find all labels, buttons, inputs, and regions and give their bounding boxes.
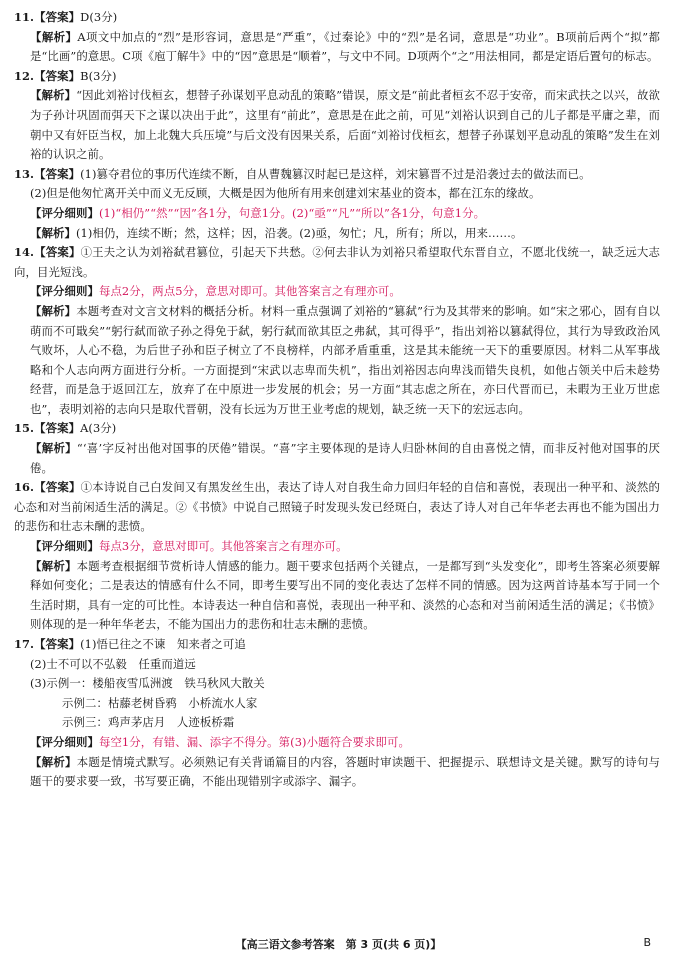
answer-tag: 【答案】 (34, 68, 81, 83)
answer-tag: 【答案】 (34, 10, 81, 24)
question-17 (14, 635, 660, 792)
analysis-text: “‘喜’字反衬出他对国事的厌倦”错误。“喜”字主要体现的是诗人归卧林间的自由喜悦之情，而非反衬他对国事的厌倦。 (30, 441, 660, 475)
analysis-tag: 【解析】 (30, 441, 77, 456)
question-13 (14, 165, 660, 243)
answer-text: A(3分) (80, 421, 117, 436)
analysis-line (14, 439, 660, 478)
footer-title: 【高三语文参考答案 第 3 页(共 6 页)】 (235, 938, 442, 951)
analysis-text: A项文中加点的“烈”是形容词，意思是“严重”，《过秦论》中的“烈”是名词，意思是“功业”。B项前后两个“拟”都是“比画”的意思。C项《庖丁解牛》中的“因”意思是“顺着”，与文中不同。D项两个“之”用法相同，都是定语后置句的标志。 (30, 29, 660, 64)
rubric-line (14, 204, 660, 224)
answer-tag: 【答案】 (34, 166, 81, 181)
analysis-text: “因此刘裕讨伐桓玄，想替子孙谋划平息动乱的策略”错误，原文是“前此者桓玄不忍于安帝，而宋武扶之以兴，故欲为子孙计巩固而弭天下之谋以决出于此”，这里有“前此”，意思是在此之前，可见“刘裕认识到自己的儿子都是平庸之辈，而朝中又有奸臣当权，加上北魏大兵压境”与后文没有因果关系，后面“刘裕讨伐桓玄，想替子孙谋划平息动乱的策略”发生在刘裕的认识之前。 (30, 88, 660, 162)
answer-line (14, 243, 660, 282)
rubric-text: 每空1分，有错、漏、添字不得分。第(3)小题符合要求即可。 (98, 734, 411, 749)
analysis-line (14, 224, 660, 244)
question-number: 16. (14, 480, 35, 495)
answer-line-3b: 示例二：枯藤老树昏鸦 小桥流水人家 (62, 695, 258, 710)
question-number: 12. (14, 68, 35, 83)
answer-line (14, 67, 660, 87)
question-number: 15. (14, 421, 35, 436)
rubric-text: 每点2分，两点5分，意思对即可。其他答案言之有理亦可。 (98, 284, 401, 299)
answer-line-3a: (3)示例一：楼船夜雪瓜洲渡 铁马秋风大散关 (30, 676, 265, 691)
answer-text: B(3分) (80, 68, 117, 83)
answer-content (14, 8, 660, 792)
analysis-text: 本题考查根据细节赏析诗人情感的能力。题干要求包括两个关键点，一是都写到“头发变化”，即考生答案必须要解释如何变化；二是表达的情感有什么不同，即考生要写出不同的变化表达了怎样不同的情感。因为这两首诗基本写于同一个生活时期，具有一定的可比性。本诗表达一种自信和喜悦，表现出一种平和、淡然的心态和对当前闲适生活的满足；《书愤》则体现的是一种年华老去，不能为国出力的悲伤和壮志未酬的悲愤。 (30, 558, 660, 632)
answer-line (14, 478, 660, 537)
analysis-line (14, 302, 660, 420)
question-number: 17. (14, 637, 35, 651)
question-number: 11. (14, 10, 35, 24)
rubric-line (14, 733, 660, 753)
analysis-tag: 【解析】 (30, 88, 77, 103)
answer-tag: 【答案】 (34, 421, 81, 436)
rubric-text: (1)“相仍”“然”“因”各1分，句意1分。(2)“亟”“凡”“所以”各1分，句意1分。 (98, 205, 486, 220)
answer-text: D(3分) (80, 10, 118, 24)
analysis-tag: 【解析】 (30, 754, 77, 769)
answer-line (14, 165, 660, 185)
answer-tag: 【答案】 (34, 245, 81, 260)
analysis-line (14, 28, 660, 67)
analysis-line (14, 86, 660, 164)
answer-tag: 【答案】 (34, 480, 81, 495)
rubric-text: 每点3分，意思对即可。其他答案言之有理亦可。 (98, 539, 348, 554)
question-number: 14. (14, 245, 35, 260)
analysis-tag: 【解析】 (30, 225, 76, 240)
analysis-tag: 【解析】 (30, 29, 78, 44)
question-11 (14, 8, 660, 67)
answer-line (14, 8, 660, 28)
answer-line-2: (2)士不可以不弘毅 任重而道远 (30, 656, 196, 671)
rubric-tag: 【评分细则】 (30, 205, 99, 220)
analysis-tag: 【解析】 (30, 558, 77, 573)
question-number: 13. (14, 166, 35, 181)
answer-line (14, 419, 660, 439)
question-14 (14, 243, 660, 419)
answer-text: ①王夫之认为刘裕弑君篡位，引起天下共愁。②何去非认为刘裕只希望取代东晋自立，不愿北伐统一，缺乏远大志向，目光短浅。 (14, 245, 660, 279)
answer-line-3c: 示例三：鸡声茅店月 人迹板桥霜 (62, 715, 235, 730)
analysis-text: (1)相仍，连续不断；然，这样；因，沿袭。(2)亟，匆忙；凡，所有；所以，用来……。 (75, 225, 523, 240)
question-12 (14, 67, 660, 165)
footer-version: B (643, 936, 651, 949)
rubric-line (14, 282, 660, 302)
rubric-tag: 【评分细则】 (30, 734, 99, 749)
rubric-tag: 【评分细则】 (30, 539, 99, 554)
answer-line-2: (2)但是他匆忙离开关中而义无反顾，大概是因为他所有用来创建刘宋基业的资本，都在江东的缘故。 (30, 186, 541, 201)
question-16 (14, 478, 660, 635)
analysis-line (14, 557, 660, 635)
answer-tag: 【答案】 (34, 637, 81, 651)
rubric-line (14, 537, 660, 557)
question-15 (14, 419, 660, 478)
answer-text: (1)篡夺君位的事历代连续不断，自从曹魏篡汉时起已是这样，刘宋篡晋不过是沿袭过去的做法而已。 (80, 166, 591, 181)
analysis-text: 本题考查对文言文材料的概括分析。材料一重点强调了刘裕的“篡弑”行为及其带来的影响。如“宋之邪心，固有自以萌而不可戢矣”“躬行弑而欲子孙之得免于弑，躬行弑而欲其臣之弗弑，其可得乎”，指出刘裕以篡弑得位，其行为导致政治风气败坏，人心不稳，为后世子孙和臣子树立了不良榜样，内部矛盾重重，这是其未能统一天下的重要原因。材料二从军事战略和个人志向两方面进行分析。一方面提到“宋武以志卑而失机”，指出刘裕因志向卑浅而错失良机，如他占领关中后未趁势经营，而是急于返回江左，放弃了在中原进一步发展的机会；另一方面“其志虑之所在，亦曰代晋而已，未暇为王业万世虑也”，表明刘裕的志向只是取代晋朝，没有长远为万世王业考虑的规划，缺乏统一天下的宏远志向。 (30, 303, 660, 416)
answer-line (14, 635, 660, 655)
analysis-text: 本题是情境式默写。必须熟记有关背诵篇目的内容，答题时审读题干、把握提示、联想诗文是关键。默写的诗句与题干的要求要一致，书写要正确，不能出现错别字或添字、漏字。 (30, 754, 660, 789)
rubric-tag: 【评分细则】 (30, 284, 99, 299)
analysis-tag: 【解析】 (30, 303, 77, 318)
page-footer (0, 934, 677, 954)
analysis-line (14, 753, 660, 792)
answer-text: (1)悟已往之不谏 知来者之可追 (80, 637, 246, 651)
answer-text: ①本诗说自己白发间又有黑发丝生出，表达了诗人对自我生命力回归年轻的自信和喜悦，表现出一种平和、淡然的心态和对当前闲适生活的满足。②《书愤》中说自己照镜子时发现头发已经斑白，表达了诗人对自己年华老去再也不能为国出力的悲伤和壮志未酬的悲愤。 (14, 480, 660, 534)
